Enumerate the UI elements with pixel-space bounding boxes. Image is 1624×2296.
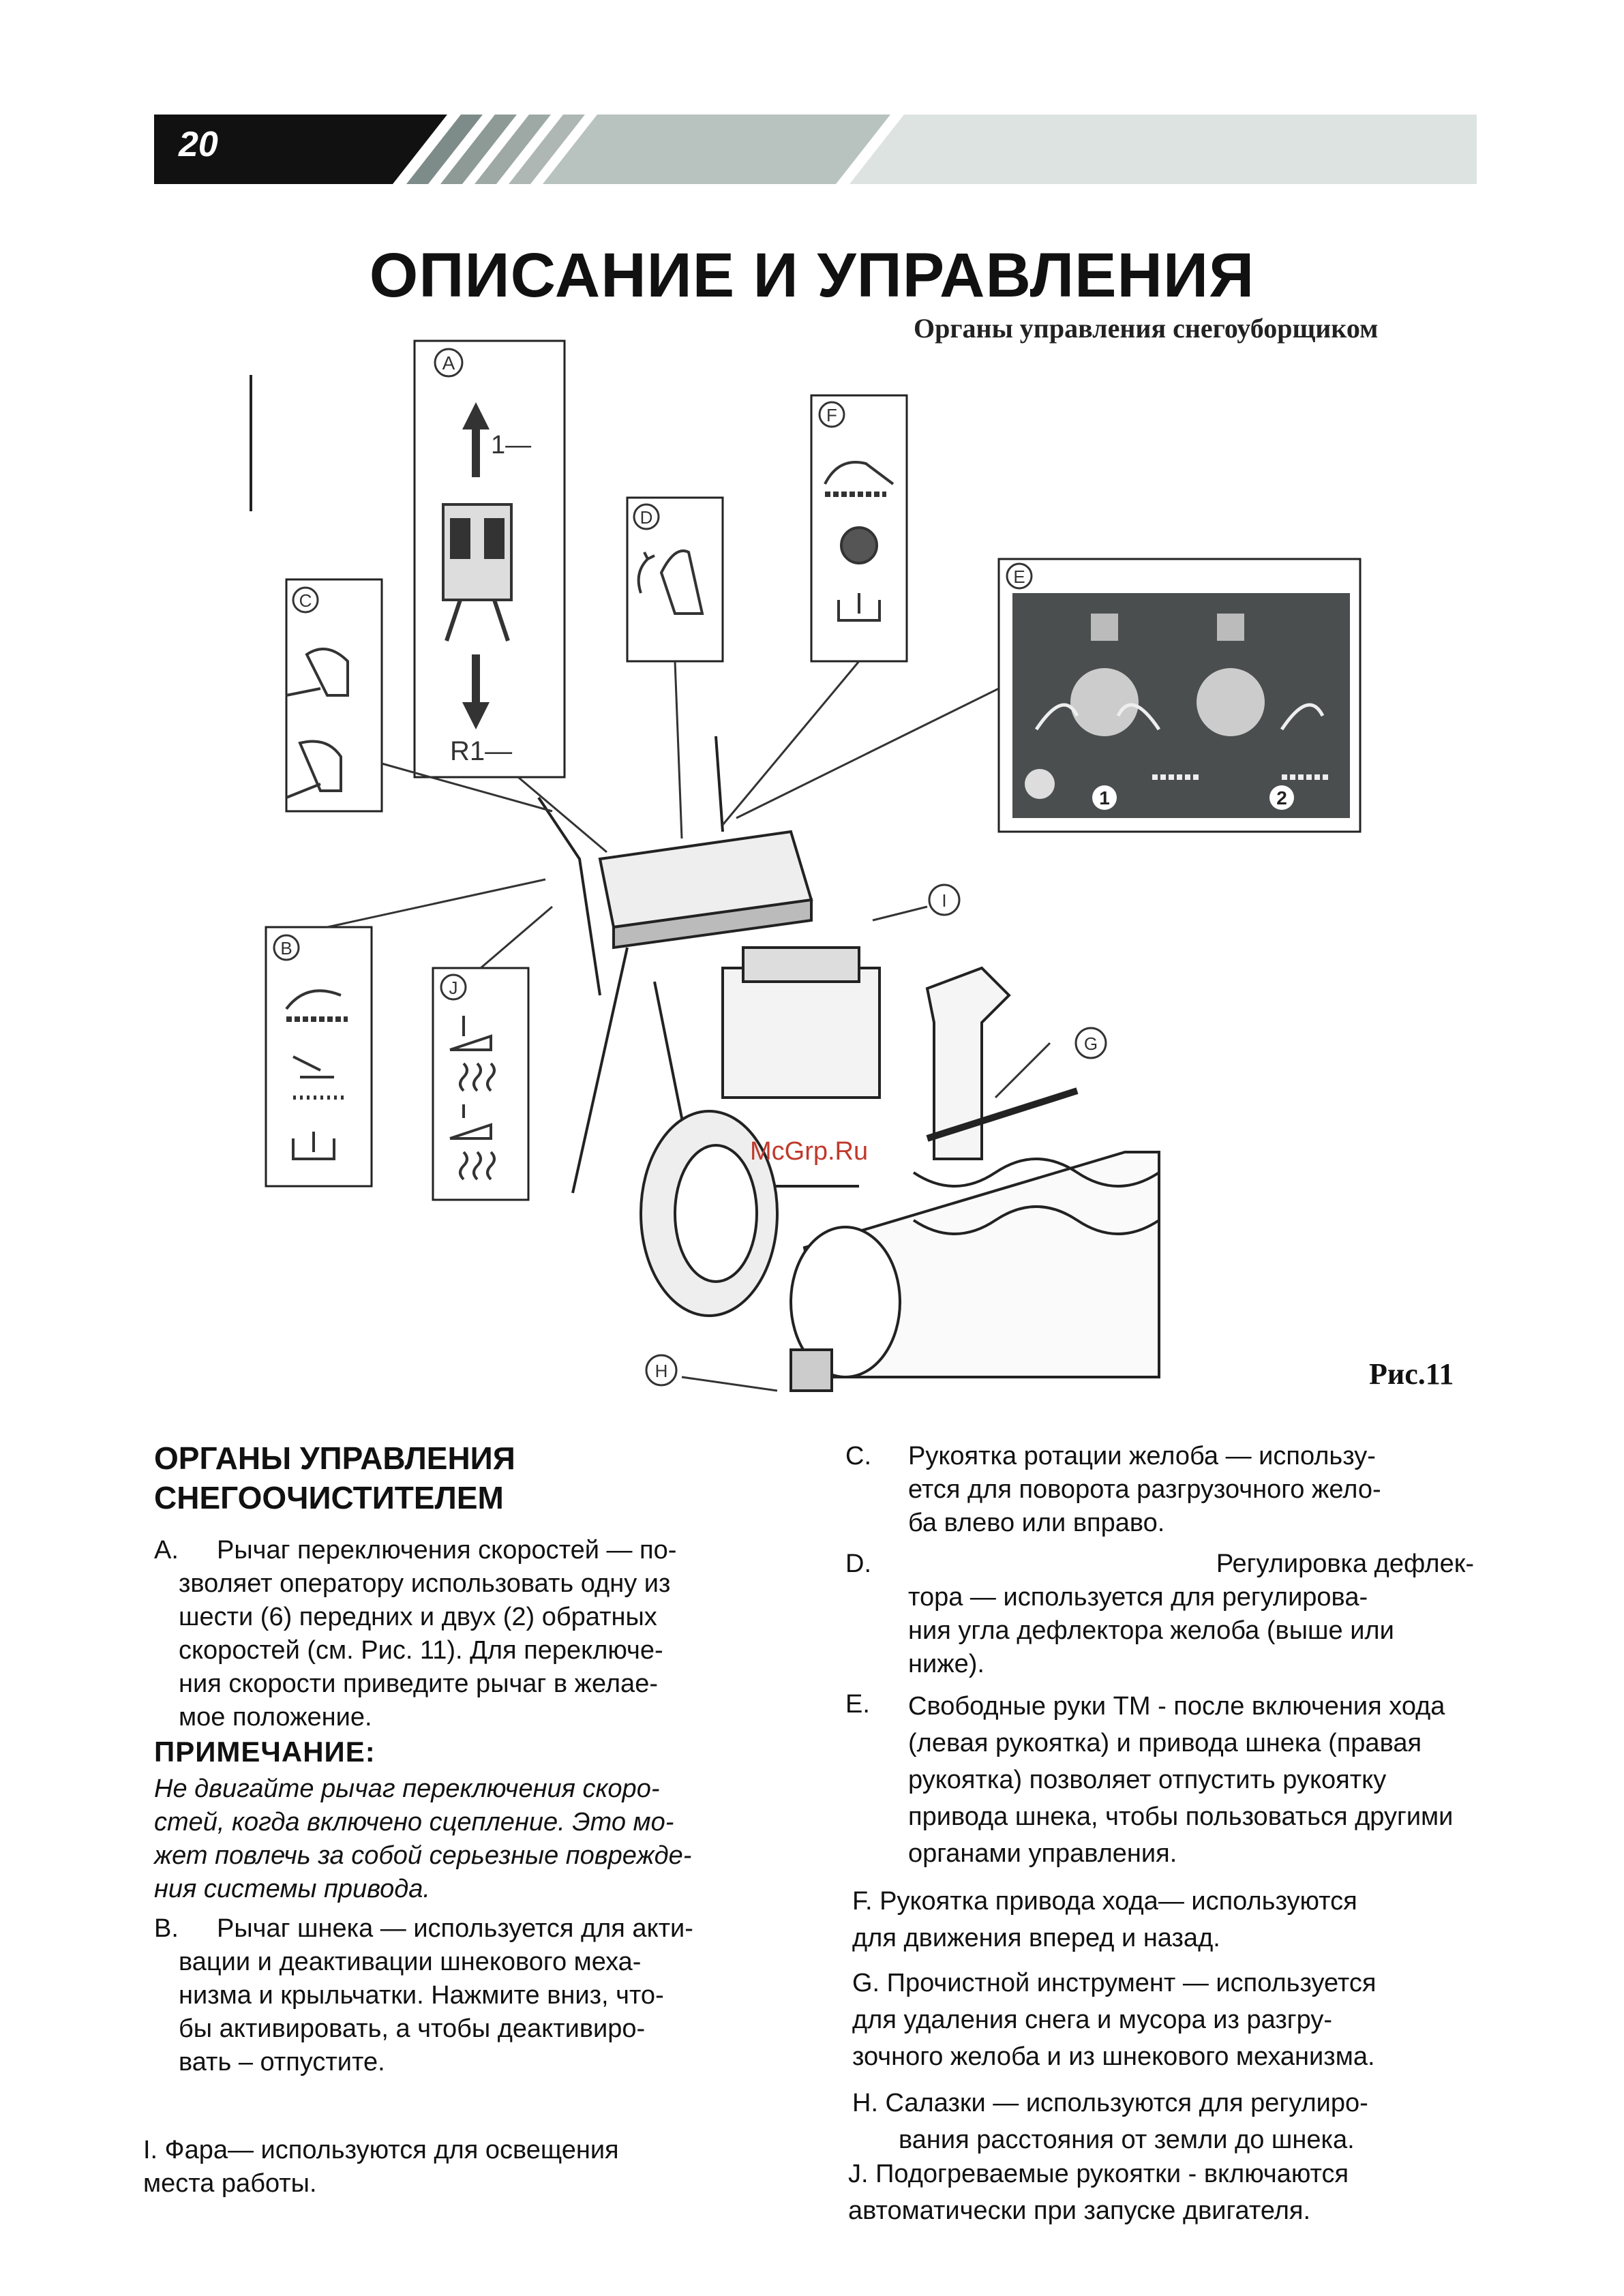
item-b-line: бы активировать, а чтобы деактивиро- [179, 2014, 646, 2043]
callout-h: H [655, 1361, 668, 1381]
item-a-line: мое положение. [179, 1703, 372, 1732]
item-c-line: ба влево или вправо. [908, 1509, 1165, 1537]
panel-e-number-1: 1 [1099, 787, 1110, 809]
item-i-line: места работы. [143, 2169, 317, 2198]
item-e-mark: E. [845, 1690, 870, 1719]
watermark: McGrp.Ru [750, 1137, 869, 1166]
note-text [154, 1772, 787, 1906]
item-c-mark: C. [845, 1442, 871, 1470]
section-title [154, 1438, 515, 1517]
note-title: ПРИМЕЧАНИЕ: [154, 1736, 376, 1768]
item-d-line: ния угла дефлектора желоба (выше или [908, 1616, 1394, 1645]
chute-rotation-icon [286, 588, 348, 798]
item-c-line: ется для поворота разгрузочного жело- [908, 1475, 1381, 1504]
item-j-line: автоматически при запуске двигателя. [848, 2196, 1311, 2225]
item-e-line: органами управления. [908, 1839, 1177, 1868]
snowblower-controls-figure [245, 334, 1473, 1411]
callout-g: G [1083, 1033, 1098, 1054]
page-header-band [154, 115, 1477, 184]
panel-b [266, 927, 372, 1186]
page-title: ОПИСАНИЕ И УПРАВЛЕНИЯ [369, 241, 1255, 310]
item-f-line: для движения вперед и назад. [852, 1924, 1220, 1952]
item-e-line: Свободные руки ТМ - после включения хода [908, 1692, 1445, 1721]
figure-subtitle: Органы управления снегоуборщиком [914, 313, 1379, 344]
item-a-line: зволяет оператору использовать одну из [179, 1569, 671, 1598]
callout-c: C [299, 590, 312, 611]
item-i-line: I. Фара— используются для освещения [143, 2136, 619, 2164]
figure-label: Рис.11 [1369, 1357, 1454, 1391]
callout-e: E [1013, 567, 1025, 587]
item-h-line: H. Салазки — используются для регулиро- [852, 2089, 1368, 2117]
item-h [852, 2085, 1507, 2158]
item-d-line: ниже). [908, 1650, 984, 1678]
item-b-line: Рычаг шнека — используется для акти- [217, 1914, 693, 1943]
item-a-line: шести (6) передних и двух (2) обратных [179, 1603, 657, 1631]
panel-e-number-2: 2 [1276, 787, 1287, 809]
item-i [143, 2134, 798, 2201]
item-a-line: ния скорости приведите рычаг в желае- [179, 1670, 658, 1698]
item-a-line: скоростей (см. Рис. 11). Для переключе- [179, 1636, 663, 1665]
drive-handle-icon [819, 402, 893, 620]
item-g-line: для удаления снега и мусора из разгру- [852, 2006, 1333, 2034]
free-hand-icon [1007, 564, 1350, 818]
callout-f: F [826, 405, 837, 425]
item-d-line: тора — используется для регулирова- [908, 1583, 1368, 1612]
note-line: Не двигайте рычаг переключения скоро- [154, 1774, 660, 1803]
callout-d: D [640, 507, 653, 528]
item-a-line: Рычаг переключения скоростей — по- [217, 1536, 677, 1565]
heated-grips-icon [441, 975, 494, 1179]
item-d-line: Регулировка дефлек- [1216, 1550, 1474, 1578]
page-number: 20 [179, 125, 218, 164]
snowblower-drawing [539, 736, 1159, 1391]
shift-lever-icon [435, 349, 531, 766]
item-f [852, 1883, 1507, 1957]
item-e-line: привода шнека, чтобы пользоваться другими [908, 1802, 1454, 1831]
callout-i: I [942, 890, 947, 911]
item-b-line: вать – отпустите. [179, 2048, 385, 2076]
item-f-line: F. Рукоятка привода хода— используются [852, 1887, 1357, 1916]
callout-b: B [280, 938, 292, 958]
note-line: жет повлечь за собой серьезные поврежде- [154, 1841, 692, 1870]
panel-a-label-1: 1— [491, 431, 532, 459]
panel-j [433, 968, 528, 1200]
item-a-mark: A. [154, 1536, 179, 1565]
item-b-mark: B. [154, 1914, 179, 1943]
item-b-line: низма и крыльчатки. Нажмите вниз, что- [179, 1981, 664, 2010]
panel-a-label-r1: R1— [450, 736, 513, 766]
item-g-line: зочного желоба и из шнекового механизма. [852, 2042, 1375, 2071]
auger-lever-icon [274, 935, 348, 1159]
item-j-line: J. Подогреваемые рукоятки - включаются [848, 2160, 1349, 2188]
item-g-line: G. Прочистной инструмент — используется [852, 1969, 1377, 1997]
callout-j: J [449, 978, 458, 998]
item-g [852, 1965, 1507, 2075]
note-line: стей, когда включено сцепление. Это мо- [154, 1808, 674, 1837]
section-title-line-2: СНЕГООЧИСТИТЕЛЕМ [154, 1480, 504, 1515]
section-title-line-1: ОРГАНЫ УПРАВЛЕНИЯ [154, 1440, 515, 1476]
item-j [848, 2156, 1503, 2229]
note-line: ния системы привода. [154, 1875, 430, 1903]
item-b-line: вации и деактивации шнекового меха- [179, 1948, 642, 1976]
item-d-mark: D. [845, 1550, 871, 1578]
item-h-line: вания расстояния от земли до шнека. [899, 2126, 1355, 2154]
item-c-line: Рукоятка ротации желоба — использу- [908, 1442, 1376, 1470]
item-e-line: рукоятка) позволяет отпустить рукоятку [908, 1766, 1387, 1794]
callout-a: A [442, 352, 455, 374]
item-e-line: (левая рукоятка) и привода шнека (правая [908, 1729, 1422, 1757]
